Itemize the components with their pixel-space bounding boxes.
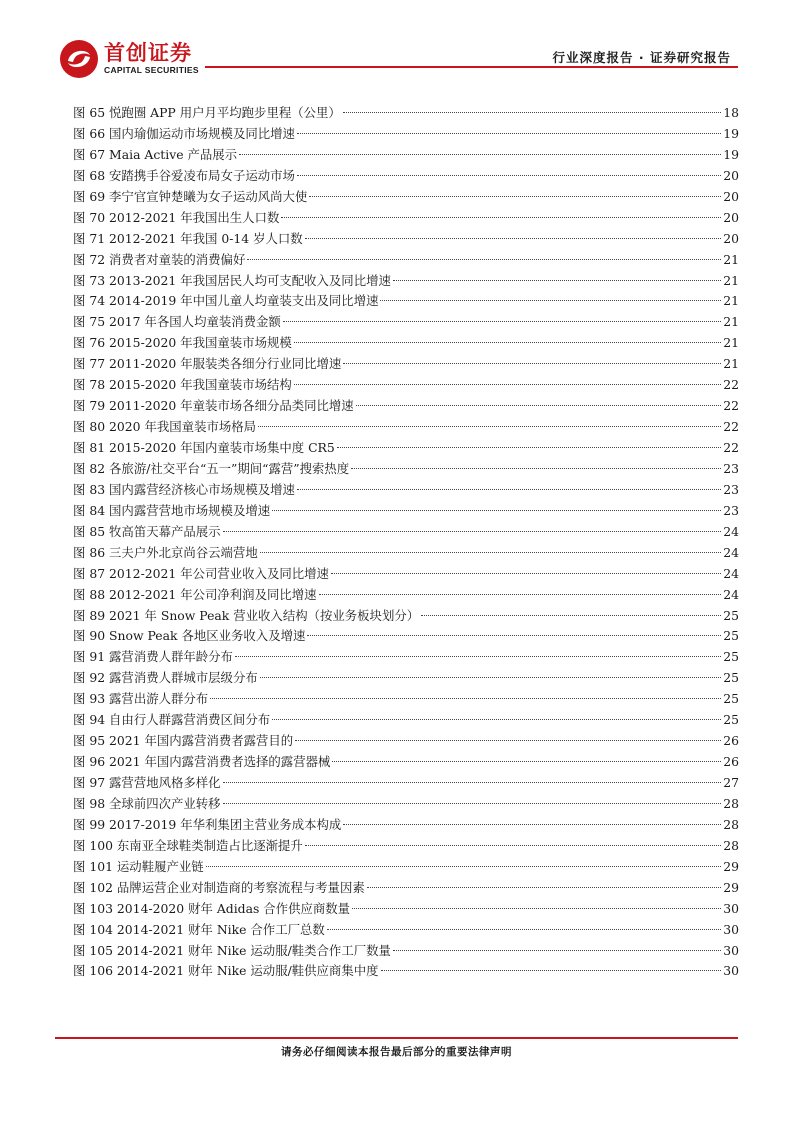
toc-dot-leader: [327, 929, 721, 930]
toc-entry-page: 28: [723, 816, 739, 832]
toc-entry-page: 25: [723, 607, 739, 623]
toc-entry[interactable]: [73, 878, 739, 899]
toc-dot-leader: [260, 552, 721, 553]
toc-entry-page: 23: [723, 502, 739, 518]
toc-entry[interactable]: [73, 291, 739, 312]
toc-entry-title: 图 96 2021 年国内露营消费者选择的露营器械: [73, 754, 331, 770]
toc-entry[interactable]: [73, 626, 739, 647]
toc-entry[interactable]: [73, 899, 739, 920]
toc-entry-title: 图 104 2014-2021 财年 Nike 合作工厂总数: [73, 921, 325, 937]
toc-entry-title: 图 78 2015-2020 年我国童装市场结构: [73, 377, 292, 393]
toc-entry-title: 图 95 2021 年国内露营消费者露营目的: [73, 733, 294, 749]
toc-entry-title: 图 87 2012-2021 年公司营业收入及同比增速: [73, 565, 329, 581]
toc-entry-page: 27: [723, 775, 739, 790]
toc-entry-title: 图 92 露营消费人群城市层级分布: [73, 670, 258, 686]
toc-entry[interactable]: [73, 250, 739, 271]
toc-entry[interactable]: [73, 438, 739, 459]
company-logo: [58, 38, 199, 80]
toc-entry-page: 23: [723, 481, 739, 497]
toc-entry-title: 图 79 2011-2020 年童装市场各细分品类同比增速: [73, 398, 354, 414]
toc-entry-page: 19: [723, 125, 739, 141]
toc-entry[interactable]: [73, 668, 739, 689]
toc-entry-title: 图 67 Maia Active 产品展示: [73, 146, 238, 162]
toc-entry-title: 图 70 2012-2021 年我国出生人口数: [73, 209, 280, 225]
toc-entry-page: 25: [723, 670, 739, 686]
toc-entry-page: 20: [723, 188, 739, 204]
toc-dot-leader: [223, 782, 722, 783]
toc-entry-page: 25: [723, 628, 739, 644]
toc-entry-title: 图 103 2014-2020 财年 Adidas 合作供应商数量: [73, 900, 351, 916]
toc-dot-leader: [223, 803, 722, 804]
toc-entry[interactable]: [73, 606, 739, 627]
toc-entry[interactable]: [73, 710, 739, 731]
toc-entry-page: 21: [723, 335, 739, 351]
toc-entry-title: 图 71 2012-2021 年我国 0-14 岁人口数: [73, 230, 303, 246]
toc-dot-leader: [297, 489, 721, 490]
toc-dot-leader: [283, 321, 721, 322]
toc-entry-page: 26: [723, 733, 739, 749]
toc-entry[interactable]: [73, 103, 739, 124]
toc-entry-title: 图 94 自由行人群露营消费区间分布: [73, 712, 271, 728]
toc-dot-leader: [332, 761, 721, 762]
toc-entry-page: 20: [723, 230, 739, 246]
toc-entry[interactable]: [73, 187, 739, 208]
toc-entry-page: 22: [723, 419, 739, 435]
toc-entry[interactable]: [73, 564, 739, 585]
toc-entry-page: 30: [723, 921, 739, 937]
toc-entry-page: 22: [723, 440, 739, 455]
toc-entry-page: 23: [723, 460, 739, 476]
toc-entry-title: 图 93 露营出游人群分布: [73, 691, 209, 707]
toc-entry[interactable]: [73, 543, 739, 564]
toc-entry-title: 图 72 消费者对童装的消费偏好: [73, 251, 246, 267]
toc-entry[interactable]: [73, 815, 739, 836]
toc-entry-page: 25: [723, 649, 739, 665]
toc-entry-title: 图 90 Snow Peak 各地区业务收入及增速: [73, 628, 306, 644]
toc-dot-leader: [337, 447, 721, 448]
figure-list: [73, 103, 739, 982]
toc-dot-leader: [367, 887, 721, 888]
toc-entry[interactable]: [73, 794, 739, 815]
toc-entry-title: 图 68 安踏携手谷爱凌布局女子运动市场: [73, 167, 295, 183]
toc-entry-title: 图 102 品牌运营企业对制造商的考察流程与考量因素: [73, 879, 365, 895]
toc-dot-leader: [247, 259, 721, 260]
toc-entry-page: 21: [723, 272, 739, 288]
toc-dot-leader: [309, 196, 721, 197]
toc-entry[interactable]: [73, 312, 739, 333]
toc-entry[interactable]: [73, 480, 739, 501]
toc-dot-leader: [393, 950, 721, 951]
capital-securities-logo-icon: [58, 38, 100, 80]
toc-dot-leader: [343, 363, 721, 364]
toc-entry-page: 29: [723, 879, 739, 895]
toc-entry[interactable]: [73, 459, 739, 480]
toc-entry[interactable]: [73, 501, 739, 522]
page-header: [0, 0, 793, 80]
toc-entry[interactable]: [73, 773, 739, 794]
toc-entry-page: 28: [723, 795, 739, 811]
toc-entry-title: 图 66 国内瑜伽运动市场规模及同比增速: [73, 125, 295, 141]
toc-dot-leader: [343, 112, 721, 113]
toc-dot-leader: [297, 133, 721, 134]
toc-dot-leader: [260, 677, 721, 678]
toc-entry-page: 30: [723, 963, 739, 979]
toc-dot-leader: [294, 342, 721, 343]
report-type-label: 行业深度报告 · 证券研究报告: [552, 50, 731, 65]
toc-dot-leader: [235, 656, 721, 657]
toc-entry[interactable]: [73, 354, 739, 375]
toc-entry-title: 图 84 国内露营营地市场规模及增速: [73, 502, 271, 518]
toc-entry[interactable]: [73, 647, 739, 668]
toc-entry[interactable]: [73, 961, 739, 982]
toc-entry-page: 30: [723, 942, 739, 958]
toc-entry-title: 图 81 2015-2020 年国内童装市场集中度 CR5: [73, 440, 335, 455]
toc-dot-leader: [331, 573, 721, 574]
toc-entry-page: 21: [723, 356, 739, 372]
toc-entry[interactable]: [73, 166, 739, 187]
toc-dot-leader: [307, 635, 721, 636]
toc-entry[interactable]: [73, 752, 739, 773]
toc-dot-leader: [319, 594, 722, 595]
toc-dot-leader: [356, 405, 722, 406]
toc-entry-page: 26: [723, 754, 739, 770]
toc-entry-page: 21: [723, 314, 739, 330]
toc-entry-title: 图 82 各旅游/社交平台“五一”期间“露营”搜索热度: [73, 460, 350, 476]
toc-entry[interactable]: [73, 145, 739, 166]
toc-dot-leader: [223, 531, 722, 532]
toc-entry-page: 24: [723, 523, 739, 539]
toc-entry[interactable]: [73, 857, 739, 878]
toc-dot-leader: [393, 280, 721, 281]
toc-entry-title: 图 75 2017 年各国人均童装消费金额: [73, 314, 281, 330]
toc-entry[interactable]: [73, 208, 739, 229]
toc-entry-title: 图 97 露营营地风格多样化: [73, 775, 221, 790]
toc-dot-leader: [258, 426, 721, 427]
toc-entry[interactable]: [73, 417, 739, 438]
toc-entry-title: 图 101 运动鞋履产业链: [73, 858, 204, 874]
toc-dot-leader: [352, 908, 721, 909]
toc-entry[interactable]: [73, 920, 739, 941]
toc-entry-page: 25: [723, 712, 739, 728]
footer-divider: [55, 1037, 738, 1039]
legal-disclaimer: 请务必仔细阅读本报告最后部分的重要法律声明: [281, 1046, 512, 1058]
toc-dot-leader: [381, 970, 722, 971]
toc-entry[interactable]: [73, 941, 739, 962]
toc-dot-leader: [297, 175, 721, 176]
toc-entry-title: 图 86 三夫户外北京尚谷云端营地: [73, 544, 258, 560]
toc-dot-leader: [294, 384, 721, 385]
toc-entry-title: 图 77 2011-2020 年服装类各细分行业同比增速: [73, 356, 342, 372]
toc-dot-leader: [305, 238, 722, 239]
toc-entry-title: 图 105 2014-2021 财年 Nike 运动服/鞋类合作工厂数量: [73, 942, 391, 958]
toc-entry-title: 图 73 2013-2021 年我国居民人均可支配收入及同比增速: [73, 272, 391, 288]
toc-dot-leader: [343, 824, 721, 825]
toc-dot-leader: [210, 698, 721, 699]
toc-entry-title: 图 106 2014-2021 财年 Nike 运动服/鞋供应商集中度: [73, 963, 379, 979]
toc-entry-title: 图 88 2012-2021 年公司净利润及同比增速: [73, 586, 317, 602]
toc-entry-page: 21: [723, 251, 739, 267]
toc-entry[interactable]: [73, 689, 739, 710]
toc-entry-page: 20: [723, 209, 739, 225]
toc-entry-title: 图 91 露营消费人群年龄分布: [73, 649, 233, 665]
toc-entry[interactable]: [73, 522, 739, 543]
toc-entry-page: 22: [723, 377, 739, 393]
toc-entry-title: 图 76 2015-2020 年我国童装市场规模: [73, 335, 292, 351]
toc-entry-title: 图 99 2017-2019 年华利集团主营业务成本构成: [73, 816, 342, 832]
toc-entry-page: 24: [723, 586, 739, 602]
toc-dot-leader: [272, 719, 721, 720]
toc-entry[interactable]: [73, 124, 739, 145]
toc-entry-title: 图 74 2014-2019 年中国儿童人均童装支出及同比增速: [73, 293, 379, 309]
toc-entry[interactable]: [73, 375, 739, 396]
toc-entry-page: 24: [723, 565, 739, 581]
toc-entry-title: 图 85 牧高笛天幕产品展示: [73, 523, 221, 539]
toc-dot-leader: [239, 154, 721, 155]
toc-entry-page: 29: [723, 858, 739, 874]
toc-entry-title: 图 69 李宁官宣钟楚曦为女子运动风尚大使: [73, 188, 308, 204]
toc-entry-page: 20: [723, 167, 739, 183]
toc-dot-leader: [380, 300, 721, 301]
toc-entry[interactable]: [73, 333, 739, 354]
toc-entry-page: 19: [723, 146, 739, 162]
toc-entry-title: 图 89 2021 年 Snow Peak 营业收入结构（按业务板块划分）: [73, 607, 420, 623]
brand-name-cn: 首创证券: [104, 41, 192, 65]
toc-entry-title: 图 65 悦跑圈 APP 用户月平均跑步里程（公里）: [73, 105, 341, 120]
toc-entry-page: 24: [723, 544, 739, 560]
toc-dot-leader: [281, 217, 721, 218]
toc-dot-leader: [305, 845, 721, 846]
toc-entry-page: 25: [723, 691, 739, 707]
toc-entry[interactable]: [73, 396, 739, 417]
header-divider: [205, 66, 738, 68]
toc-entry-title: 图 80 2020 年我国童装市场格局: [73, 419, 257, 435]
toc-entry[interactable]: [73, 836, 739, 857]
toc-entry-page: 30: [723, 900, 739, 916]
toc-entry[interactable]: [73, 731, 739, 752]
toc-entry-page: 28: [723, 837, 739, 853]
toc-dot-leader: [272, 510, 721, 511]
toc-dot-leader: [421, 615, 721, 616]
toc-entry[interactable]: [73, 271, 739, 292]
toc-entry-title: 图 83 国内露营经济核心市场规模及增速: [73, 481, 295, 497]
toc-entry-title: 图 100 东南亚全球鞋类制造占比逐渐提升: [73, 837, 303, 853]
toc-entry-title: 图 98 全球前四次产业转移: [73, 795, 221, 811]
toc-dot-leader: [351, 468, 721, 469]
brand-name-en: CAPITAL SECURITIES: [104, 65, 199, 75]
toc-dot-leader: [295, 740, 721, 741]
toc-dot-leader: [206, 866, 722, 867]
toc-entry[interactable]: [73, 229, 739, 250]
toc-entry-page: 22: [723, 398, 739, 414]
toc-entry-page: 21: [723, 293, 739, 309]
toc-entry[interactable]: [73, 585, 739, 606]
toc-entry-page: 18: [723, 105, 739, 120]
